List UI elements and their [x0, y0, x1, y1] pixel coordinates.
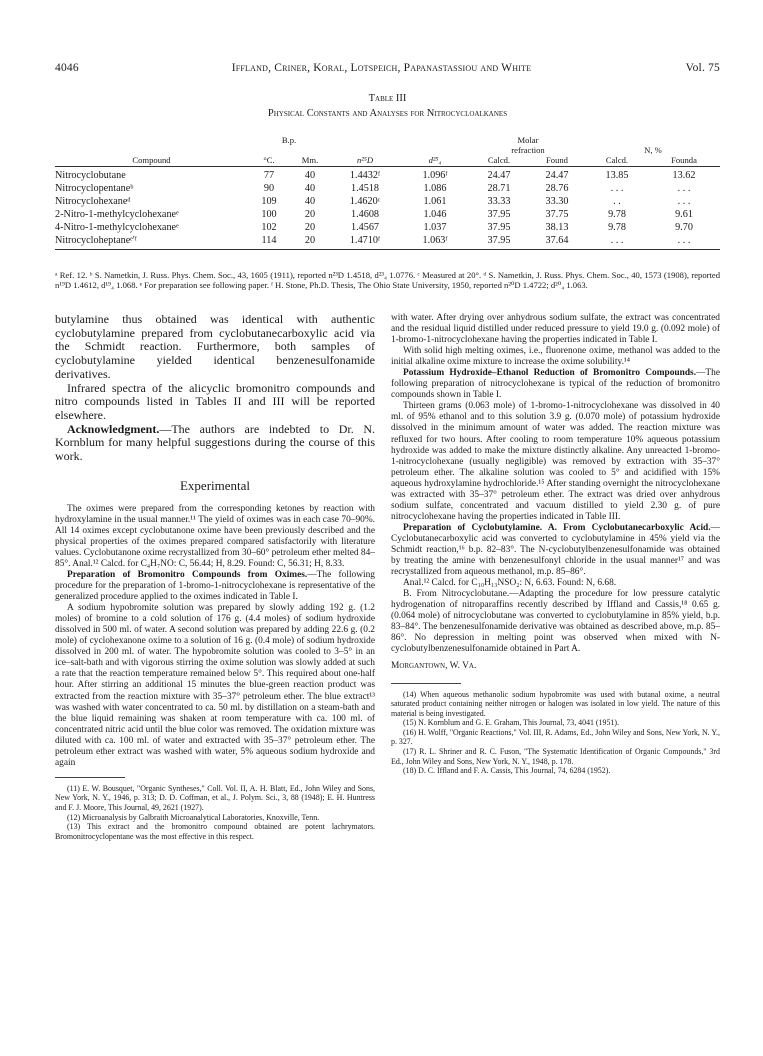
running-head-authors: Iffland, Criner, Koral, Lotspeich, Papanastassiou and White — [231, 62, 532, 74]
footnote-15: (15) N. Kornblum and G. E. Graham, This Journal, 73, 4041 (1951). — [403, 718, 619, 728]
solid-oximes-paragraph: With solid high melting oximes, i.e., fluorenone oxime, methanol was added to the initial alkaline oxime mixture to increase the oxime solubility.¹⁴ — [391, 346, 720, 368]
infrared-paragraph: Infrared spectra of the alicyclic bromonitro compounds and nitro compounds listed in Tables II and III will be reported elsewhere. — [55, 380, 375, 422]
location-line: Morgantown, W. Va. — [391, 661, 477, 672]
col-mr-found: Found — [546, 155, 568, 165]
col-compound: Compound — [132, 155, 171, 165]
acknowledgment-paragraph: Acknowledgment.—The authors are indebted to Dr. N. Kornblum for many helpful suggestions during the course of this work. — [55, 421, 375, 464]
col-n-calcd: Calcd. — [605, 155, 629, 165]
footnote-18: (18) D. C. Iffland and F. A. Cassis, This Journal, 74, 6284 (1952). — [403, 766, 611, 776]
koh-reduction-paragraph: Potassium Hydroxide–Ethanol Reduction of Bromonitro Compounds.—The following preparation of nitrocyclohexane is typical of the reduction of bromonitro compounds shown in Table I. — [391, 368, 720, 401]
n-percent-header: N, % — [644, 145, 662, 155]
table-row: Nitrocyclohexaneᵈ 109 40 1.4620ᶜ 1.061 33.33 33.30 . . . . . — [55, 196, 691, 207]
table-row: 4-Nitro-1-methylcyclohexaneᵉ 102 20 1.4567 1.037 37.95 38.13 9.78 9.70 — [55, 222, 693, 233]
volume-number: Vol. 75 — [685, 62, 720, 74]
thirteen-grams-paragraph: Thirteen grams (0.063 mole) of 1-bromo-1-nitrocyclohexane was dissolved in 40 ml. of 95% ethanol and to this solution 3.9 g. (0.070 mole) of potassium hydroxide dissolved in the minimum amount of water was added. The reaction mixture was refluxed for two hours. After cooling to room temperature 10% aqueous potassium hydroxide was added to make the mixture distinctly alkaline. Any unreacted 1-bromo-1-nitrocyclohexane (usually negligible) was removed by extraction with 35–37° petroleum ether. The alkaline solution was cooled to 5° and acidified with 15% aqueous hydroxylamine hydrochloride.¹⁵ After standing overnight the nitrocyclohexane was extracted with 35–37° petroleum ether. The extract was dried over anhydrous sodium sulfate, concentrated and vacuum distilled to yield 2.30 g. of pure nitrocyclohexane having the properties indicated in Table III. — [391, 401, 720, 522]
bp-header: B.p. — [281, 135, 297, 145]
table-footnotes: ᵃ Ref. 12. ᵇ S. Nametkin, J. Russ. Phys. Chem. Soc., 43, 1605 (1911), reported n²³D 1.4518, d²³₄ 1.0776. ᶜ Measured at 20°. ᵈ S. Nametkin, J. Russ. Phys. Chem. Soc., 40, 1573 (1908), reported n¹⁹D 1.4612, d¹⁹₄ 1.068. ᵉ For preparation see following paper. ᶠ H. Stone, Ph.D. Thesis, The Ohio State University, 1950, reported n²⁰D 1.4722; d²⁰₄ 1.063. — [55, 270, 720, 291]
table-title: Physical Constants and Analyses for Nitrocycloalkanes — [267, 108, 508, 119]
footnote-12: (12) Microanalysis by Galbraith Microanalytical Laboratories, Knoxville, Tenn. — [67, 812, 320, 822]
footnote-16: (16) H. Wolff, "Organic Reactions," Vol. III, R. Adams, Ed., John Wiley and Sons, New York, N. Y., p. 327. — [391, 727, 720, 747]
col-bp-c: °C. — [263, 155, 275, 165]
cyclobutylamine-paragraph: Preparation of Cyclobutylamine. A. From Cyclobutanecarboxylic Acid.—Cyclobutanecarboxylic acid was converted to cyclobutylamine in 45% yield via the Schmidt reaction,¹⁶ b.p. 82–83°. The N-cyclobutylbenzenesulfonamide was obtained by treating the amine with benzenesulfonyl chloride in the usual manner¹⁷ and was recrystallized from aqueous methanol, m.p. 85–86°. — [391, 522, 720, 578]
col-mr-calcd: Calcd. — [487, 155, 511, 165]
intro-paragraph: butylamine thus obtained was identical with authentic cyclobutylamine prepared from cyclobutanecarboxylic acid via the Schmidt reaction. Furthermore, both samples of cyclobutylamine yielded identical benzenesulfonamide derivatives. — [55, 312, 375, 381]
left-column — [55, 313, 375, 841]
table-row: Nitrocyclobutane 77 40 1.4432ᶠ 1.096ᶠ 24.47 24.47 13.85 13.62 — [55, 170, 696, 181]
bromonitro-prep-paragraph: Preparation of Bromonitro Compounds from Oximes.—The following procedure for the preparation of 1-bromo-1-nitrocyclohexane is representative of the generalized procedure applied to the oximes indicated in Table I. — [55, 570, 375, 603]
col-density: d²⁵₄ — [428, 155, 442, 165]
experimental-heading: Experimental — [179, 477, 251, 493]
col-n-found: Founda — [671, 155, 697, 165]
right-column — [391, 313, 720, 776]
col-refractive-index: n²⁵D — [356, 155, 374, 165]
drying-paragraph: with water. After drying over anhydrous sodium sulfate, the extract was concentrated and the residual liquid distilled under reduced pressure to yield 19.0 g. (0.092 mole) of 1-bromo-1-nitrocyclohexane having the properties indicated in Table I. — [391, 313, 720, 346]
page-number: 4046 — [55, 62, 79, 74]
col-bp-mm: Mm. — [301, 155, 319, 165]
physical-constants-table — [55, 135, 720, 250]
table-row: 2-Nitro-1-methylcyclohexaneᵉ 100 20 1.4608 1.046 37.95 37.75 9.78 9.61 — [55, 209, 693, 220]
table-row: Nitrocyclopentaneᵇ 90 40 1.4518 1.086 28.71 28.76 . . . . . . — [55, 183, 691, 194]
molar-header: Molar — [517, 135, 539, 145]
footnote-11: (11) E. W. Bousquet, "Organic Syntheses," Coll. Vol. II, A. H. Blatt, Ed., John Wiley and Sons, New York, N. Y., 1946, p. 313; D. D. Coffman, et al., J. Polym. Sci., 3, 88 (1948); E. H. Huntress and F. J. Moore, This Journal, 49, 2621 (1927). — [55, 783, 375, 813]
nitrocyclobutane-paragraph: B. From Nitrocyclobutane.—Adapting the procedure for low pressure catalytic hydrogenation of nitroparaffins recently described by Iffland and Cassis,¹⁸ 0.65 g. (0.064 mole) of nitrocyclobutane was converted to cyclobutylamine in 85% yield, b.p. 83–84°. The benzenesulfonamide derivative was obtained as described above, m.p. 85–86°. No depression in melting point was observed when mixed with N-cyclobutylbenzenesulfonamide obtained in Part A. — [391, 589, 720, 655]
hypobromite-paragraph: A sodium hypobromite solution was prepared by slowly adding 192 g. (1.2 moles) of bromine to a cold solution of 176 g. (4.4 moles) of sodium hydroxide dissolved in 500 ml. of water. A second solution was prepared by adding 22.6 g. (0.2 mole) of cyclohexanone oxime to a solution of 16 g. (0.4 mole) of sodium hydroxide dissolved in 200 ml. of water. The hypobromite solution was cooled to 3–5° in an ice–salt-bath and with vigorous stirring the oxime solution was slowly added at such a rate that the reaction temperature remained below 5°. This required about one-half hour. After stirring an additional 15 minutes the blue-green reaction product was extracted from the reaction mixture with 35–37° petroleum ether. The blue extract¹³ was washed with water concentrated to ca. 50 ml. by distillation on a steam-bath and the blue liquid remaining was shaken at room temperature with ca. 100 ml. of concentrated nitric acid until the blue color was removed. The oxidation mixture was diluted with ca. 100 ml. of water and extracted with 35–37° petroleum ether. The petroleum ether extract was washed with water, 5% aqueous sodium hydroxide and again — [55, 603, 375, 768]
oximes-paragraph: The oximes were prepared from the corresponding ketones by reaction with hydroxylamine in the usual manner.¹¹ The yield of oximes was in each case 70–90%. All 14 oximes except cyclobutanone oxime have been previously described and the physical properties of the oximes prepared compared satisfactorily with literature values. Cyclobutanone oxime recrystallized from 30–60° petroleum ether melted 84–85°. Anal.¹² Calcd. for C₄H₇NO: C, 56.44; H, 8.29. Found: C, 56.31; H, 8.33. — [55, 503, 375, 569]
footnote-rule — [55, 777, 125, 778]
analysis-line: Anal.¹² Calcd. for C₁₀H₁₃NSO₂: N, 6.63. Found: N, 6.68. — [403, 578, 617, 589]
footnote-14: (14) When aqueous methanolic sodium hypobromite was used with butanal oxime, a neutral saturated product containing neither nitrogen or halogen was isolated in low yield. The nature of this material is being investigated. — [391, 689, 720, 718]
refraction-header: refraction — [511, 145, 545, 155]
footnote-17: (17) R. L. Shriner and R. C. Fuson, "The Systematic Identification of Organic Compounds," 3rd Ed., John Wiley and Sons, New York, N. Y., 1948, p. 178. — [391, 747, 720, 766]
footnote-rule — [391, 683, 461, 684]
footnote-13: (13) This extract and the bromonitro compound obtained are potent lachrymators. Bromonitrocyclopentane was the most effective in this respect. — [55, 822, 375, 841]
table-row: Nitrocycloheptaneᵉ'ᶠ 114 20 1.4710ᶠ 1.063ᶠ 37.95 37.64 . . . . . . — [55, 235, 691, 246]
table-label: Table III — [368, 93, 407, 104]
